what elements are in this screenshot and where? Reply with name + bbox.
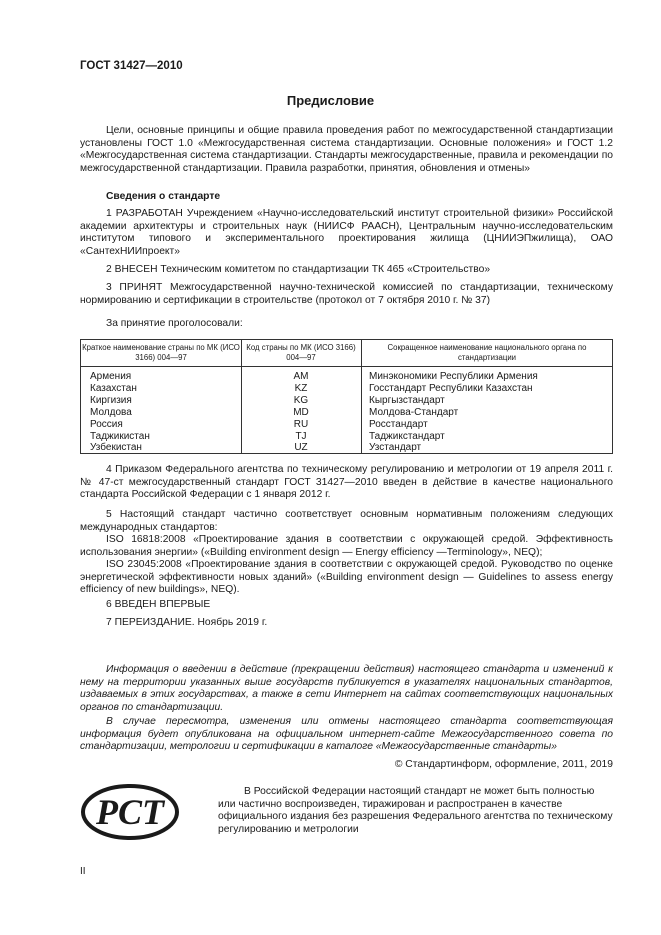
table-cell-body: Росстандарт xyxy=(369,419,428,430)
table-cell-code: MD xyxy=(293,407,309,418)
table-cell-body: Кыргызстандарт xyxy=(369,395,445,406)
item-1: 1 РАЗРАБОТАН Учреждением «Научно-исследовательский институт строительной физики» Российской академии архитектуры и строительных наук (НИИСФ РААСН), Центральным научно-исследовательским институтом типового и экспериментального проектирования жилища (ЦНИИЭПжилища), ОАО «СантехНИИпроект» xyxy=(80,208,613,257)
rst-logo xyxy=(80,783,180,841)
info-heading: Сведения о стандарте xyxy=(106,191,221,202)
table-cell-body: Госстандарт Республики Казахстан xyxy=(369,383,533,394)
item-5: 5 Настоящий стандарт частично соответствует основным нормативным положениям следующих международных стандартов: xyxy=(80,509,613,533)
standard-code: ГОСТ 31427—2010 xyxy=(80,60,183,72)
copyright: © Стандартинформ, оформление, 2011, 2019 xyxy=(394,759,613,770)
table-cell-country: Казахстан xyxy=(90,383,137,394)
table-cell-body: Молдова-Стандарт xyxy=(369,407,459,418)
table-cell-body: Минэкономики Республики Армения xyxy=(369,371,538,382)
table-cell-body: Узстандарт xyxy=(369,442,422,453)
table-cell-code: AM xyxy=(293,371,309,382)
page-number: II xyxy=(80,866,86,877)
item-2: 2 ВНЕСЕН Техническим комитетом по стандартизации ТК 465 «Строительство» xyxy=(106,264,491,275)
table-cell-code: KG xyxy=(293,395,309,406)
voted-label: За принятие проголосовали: xyxy=(106,318,243,329)
table-cell-country: Россия xyxy=(90,419,123,430)
table-cell-country: Таджикистан xyxy=(90,431,150,442)
intro-paragraph: Цели, основные принципы и общие правила проведения работ по межгосударственной стандартизации установлены ГОСТ 1.0 «Межгосударственная система стандартизации. Основные положения» и ГОСТ 1.2 «Межгосударственная система стандартизации. Стандарты межгосударственные, правила и рекомендации по межгосударственной стандартизации. Правила разработки, принятия, обновления и отмены» xyxy=(80,125,613,174)
iso-16818: ISO 16818:2008 «Проектирование здания в соответствии с окружающей средой. Эффективность использования энергии» («Building environment design — Energy efficiency —Terminology», NEQ); xyxy=(80,534,613,558)
table-column-divider xyxy=(361,340,362,453)
table-cell-code: RU xyxy=(293,419,309,430)
item-6: 6 ВВЕДЕН ВПЕРВЫЕ xyxy=(106,599,211,610)
item-7: 7 ПЕРЕИЗДАНИЕ. Ноябрь 2019 г. xyxy=(106,617,268,628)
table-cell-code: KZ xyxy=(294,383,308,394)
iso-23045: ISO 23045:2008 «Проектирование здания в соответствии с окружающей средой. Руководство по оценке энергетической эффективности новых зданий» («Building environment design — Guidelines to assess energy efficiency of new buildings», NEQ). xyxy=(80,559,613,596)
table-cell-code: UZ xyxy=(294,442,308,453)
table-header-country: Краткое наименование страны по МК (ИСО 3166) 004—97 xyxy=(82,343,240,362)
notice-introduction: Информация о введении в действие (прекращении действия) настоящего стандарта и изменений к нему на территории указанных выше государств публикуется в указателях национальных стандартов, издаваемых в этих государствах, а также в сети Интернет на сайтах соответствующих национальных органов по стандартизации. xyxy=(80,664,613,713)
logo-text: РСТ xyxy=(96,792,164,832)
table-header-divider xyxy=(81,366,612,367)
page-title: Предисловие xyxy=(286,93,375,108)
notice-revision: В случае пересмотра, изменения или отмены настоящего стандарта соответствующая информация будет опубликована на официальном интернет-сайте Межгосударственного совета по стандартизации, метрологии и сертификации в каталоге «Межгосударственные стандарты» xyxy=(80,716,613,753)
item-3: 3 ПРИНЯТ Межгосударственной научно-технической комиссией по стандартизации, техническому нормированию и сертификации в строительстве (протокол от 7 октября 2010 г. № 37) xyxy=(80,282,613,306)
voting-table xyxy=(80,339,613,454)
table-header-body: Сокращенное наименование национального органа по стандартизации xyxy=(387,343,587,362)
table-cell-country: Киргизия xyxy=(90,395,132,406)
table-cell-country: Молдова xyxy=(90,407,132,418)
item-4: 4 Приказом Федерального агентства по техническому регулированию и метрологии от 19 апреля 2011 г. № 47-ст межгосударственный стандарт ГОСТ 31427—2010 введен в действие в качестве национального стандарта Российской Федерации с 1 января 2012 г. xyxy=(80,464,613,501)
rights-notice: В Российской Федерации настоящий стандарт не может быть полностью или частично воспроизведен, тиражирован и распространен в качестве официального издания без разрешения Федерального агентства по техническому регулированию и метрологии xyxy=(218,786,613,835)
table-cell-body: Таджикстандарт xyxy=(369,431,445,442)
table-cell-country: Узбекистан xyxy=(90,442,142,453)
table-cell-code: TJ xyxy=(295,431,307,442)
table-header-code: Код страны по МК (ИСО 3166) 004—97 xyxy=(246,343,356,362)
table-cell-country: Армения xyxy=(90,371,132,382)
rst-logo-icon xyxy=(80,783,180,841)
